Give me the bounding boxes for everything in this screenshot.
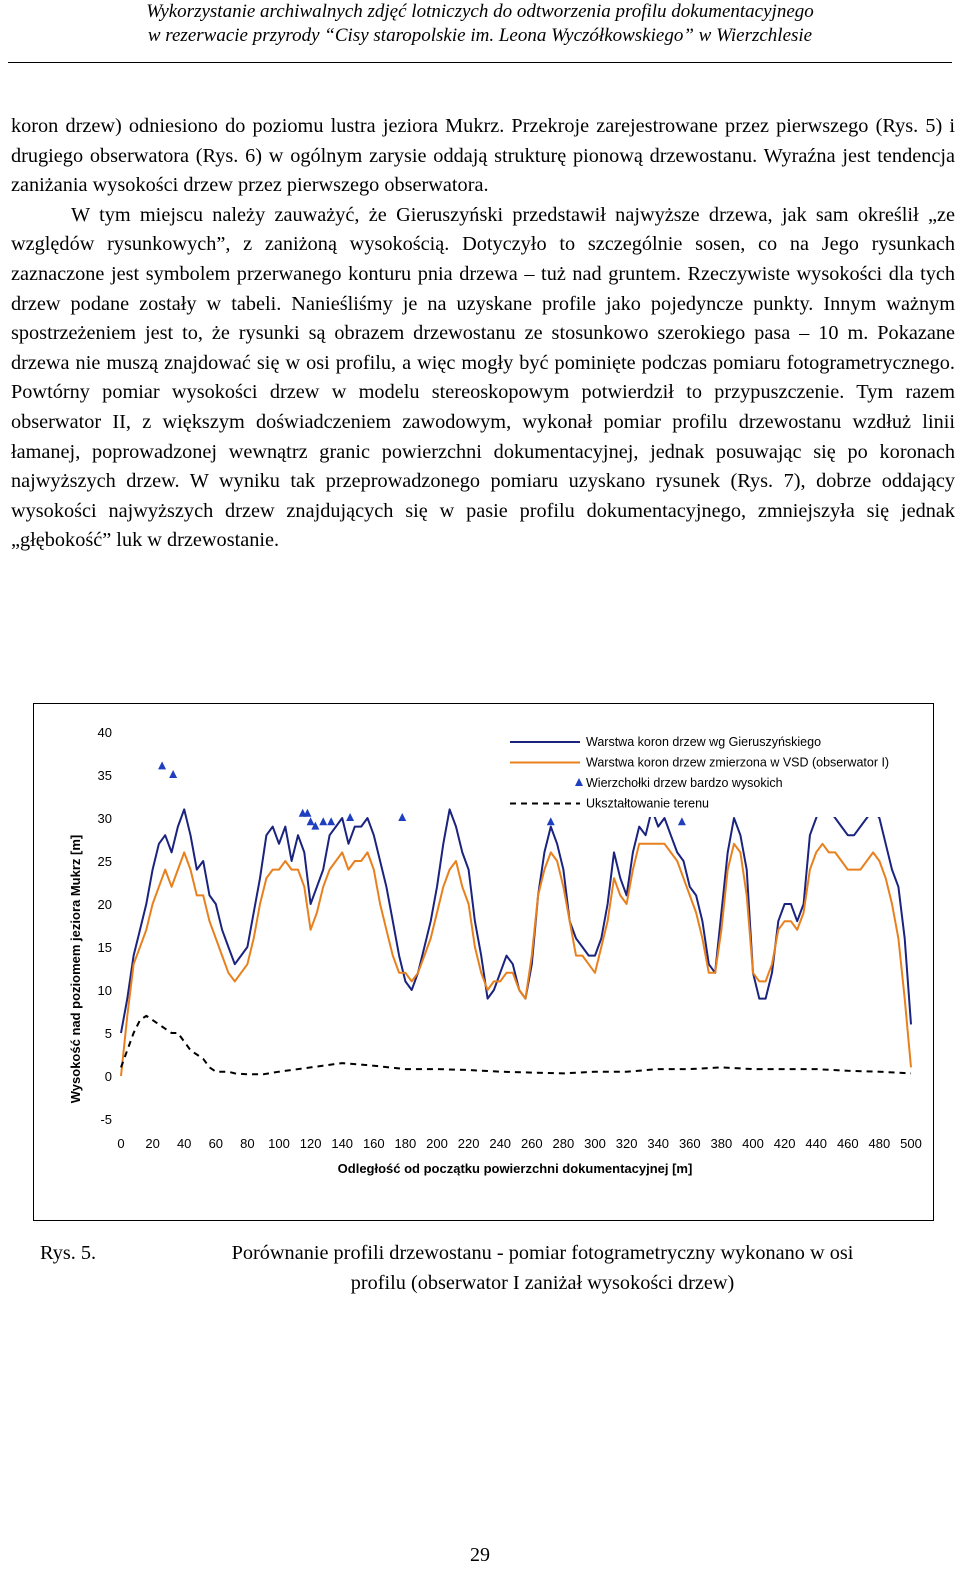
x-tick-label: 40 [176,1136,192,1151]
header-rule [8,62,952,63]
caption-line1: Porównanie profili drzewostanu - pomiar fotogrametryczny wykonano w osi [231,1242,854,1264]
page-number: 29 [470,1544,490,1566]
triangle-marker [346,813,354,821]
y-tick-label: 5 [104,1026,112,1041]
caption-line2: profilu (obserwator I zaniżał wysokości drzew) [350,1272,735,1294]
chart-legend [504,729,924,817]
triangle-marker [678,817,686,825]
triangle-marker [319,817,327,825]
y-axis-label: Wysokość nad poziomem jeziora Mukrz [m] [68,834,83,1104]
y-tick-label: 35 [97,768,112,783]
profile-chart [34,704,933,1220]
running-header-line2: w rezerwacie przyrody “Cisy staropolskie im. Leona Wyczółkowskiego” w Wierzchlesie [147,25,813,46]
x-tick-label: 160 [362,1136,385,1151]
series-lines [121,801,911,1076]
x-tick-label: 140 [331,1136,354,1151]
x-tick-label: 80 [240,1136,255,1151]
x-tick-label: 500 [900,1136,922,1151]
x-tick-label: 320 [615,1136,638,1151]
x-tick-label: 200 [426,1136,448,1151]
x-tick-label: 420 [773,1136,796,1151]
x-tick-label: 340 [647,1136,670,1151]
figure-chart-frame [33,703,934,1221]
triangle-marker [158,761,166,769]
x-axis-label: Odległość od początku powierzchni dokumentacyjnej [m] [337,1161,693,1176]
x-tick-label: 120 [299,1136,322,1151]
running-header-line1: Wykorzystanie archiwalnych zdjęć lotniczych do odtworzenia profilu dokumentacyjnego [146,1,814,22]
y-tick-label: 10 [97,983,112,998]
legend-entry-label: Warstwa koron drzew wg Gieruszyńskiego [586,735,822,749]
triangle-marker [307,817,315,825]
running-header [0,0,960,48]
y-tick-label: 15 [97,940,112,955]
x-tick-label: 100 [268,1136,290,1151]
y-tick-label: 40 [97,725,112,740]
x-tick-label: 220 [457,1136,480,1151]
x-tick-label: 480 [868,1136,891,1151]
x-tick-label: 460 [836,1136,859,1151]
x-tick-label: 300 [584,1136,606,1151]
x-tick-label: 440 [805,1136,828,1151]
y-tick-label: -5 [100,1112,112,1127]
x-tick-label: 400 [742,1136,764,1151]
x-tick-label: 360 [678,1136,701,1151]
triangle-marker [327,817,335,825]
triangle-marker [398,813,406,821]
x-tick-label: 280 [552,1136,575,1151]
caption-label: Rys. 5. [40,1242,97,1264]
paragraph-1: koron drzew) odniesiono do poziomu lustra jeziora Mukrz. Przekroje zarejestrowane przez pierwszego (Rys. 5) i drugiego obserwatora (Rys. 6) w ogólnym zarysie oddają strukturę pionową drzewostanu. Wyraźna jest tendencja zaniżania wysokości drzew przez pierwszego obserwatora. [11,115,955,197]
legend-entry-label: Ukształtowanie terenu [586,796,709,811]
series-line [121,1016,911,1075]
x-tick-label: 60 [208,1136,224,1151]
series-line [121,844,911,1076]
y-tick-label: 30 [97,811,112,826]
caption-text [145,1238,940,1298]
y-tick-label: 0 [104,1069,112,1084]
y-tick-label: 20 [97,897,112,912]
x-tick-label: 380 [710,1136,733,1151]
series-line [121,801,911,1033]
y-tick-label: 25 [97,854,112,869]
body-text [11,112,955,556]
triangle-marker [169,770,177,778]
legend-entry-label: Wierzchołki drzew bardzo wysokich [586,776,783,790]
x-tick-label: 180 [394,1136,417,1151]
legend-entry-label: Warstwa koron drzew zmierzona w VSD (obserwator I) [586,755,890,770]
x-tick-label: 260 [520,1136,543,1151]
x-tick-labels [117,1136,921,1151]
paragraph-2: W tym miejscu należy zauważyć, że Gieruszyński przedstawił najwyższe drzewa, jak sam określił „ze względów rysunkowych”, z zaniżoną wysokością. Dotyczyło to szczególnie sosen, co na Jego rysunkach zaznaczone jest symbolem przerwanego konturu pnia drzewa – tuż nad gruntem. Rzeczywiste wysokości dla tych drzew podane zostały w tabeli. Nanieśliśmy je na uzyskane profile jako pojedyncze punkty. Innym ważnym spostrzeżeniem jest to, że rysunki są obrazem drzewostanu ze stosunkowo szerokiego pasa – 10 m. Pokazane drzewa nie muszą znajdować się w osi profilu, a więc mogły być pominięte podczas pomiaru fotogrametrycznego. Powtórny pomiar wysokości drzew w modelu stereoskopowym potwierdził to przypuszczenie. Tym razem obserwator II, z większym doświadczeniem zawodowym, wykonał pomiar profilu drzewostanu wzdłuż linii łamanej, poprowadzonej wewnątrz granic powierzchni dokumentacyjnej, jednak posuwając się po koronach najwyższych drzew. W wyniku tak przeprowadzonego pomiaru uzyskano rysunek (Rys. 7), dobrze oddający wysokości najwyższych drzew znajdujących się w pasie profilu dokumentacyjnego, zmniejszyła się jednak „głębokość” luk w drzewostanie. [11,203,955,552]
x-tick-label: 240 [489,1136,512,1151]
x-tick-label: 20 [145,1136,160,1151]
triangle-marker [547,817,555,825]
y-tick-labels [98,725,112,1127]
x-tick-label: 0 [117,1136,125,1151]
